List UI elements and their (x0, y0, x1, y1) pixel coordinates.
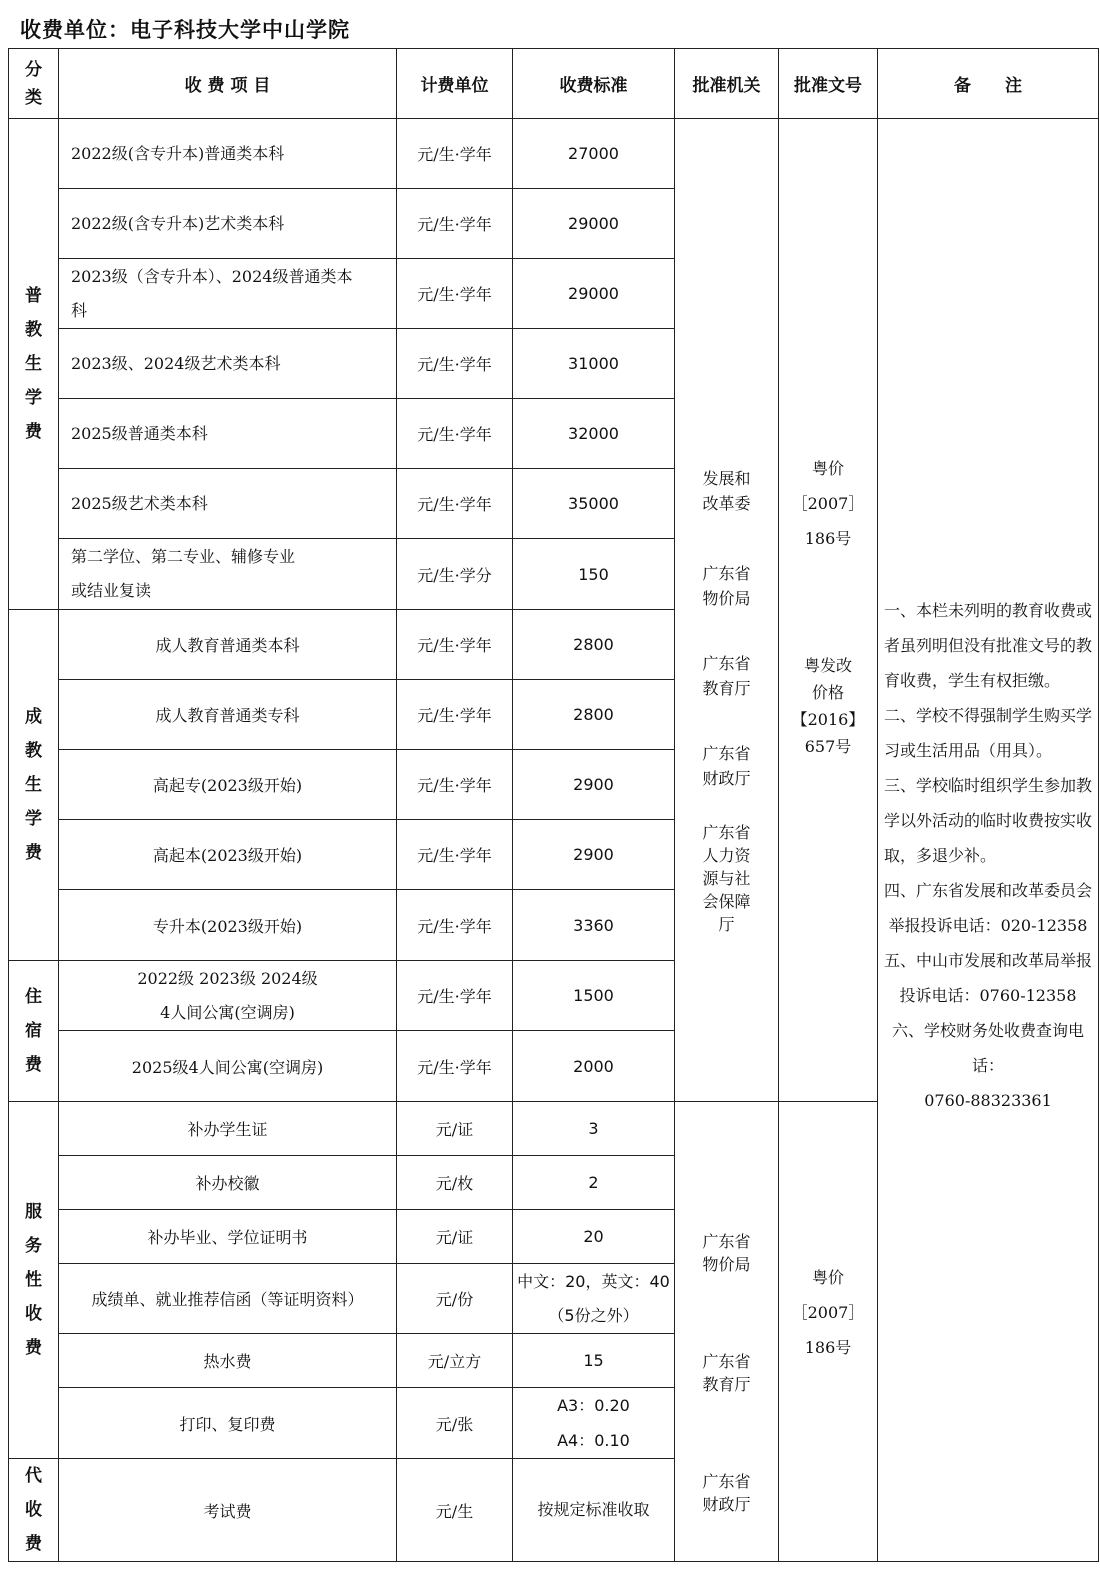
header-doc-no: 批准文号 (779, 49, 878, 119)
standard-cell: 1500 (513, 961, 675, 1031)
item-cell: 成人教育普通类本科 (59, 610, 397, 680)
standard-cell: 2900 (513, 750, 675, 820)
standard-cell: 按规定标准收取 (513, 1459, 675, 1562)
category-agency: 代 收 费 (9, 1459, 59, 1562)
item-cell: 补办校徽 (59, 1156, 397, 1210)
category-general: 普 教 生 学 费 (9, 119, 59, 610)
item-cell: 2022级(含专升本)艺术类本科 (59, 189, 397, 259)
item-cell: 2022级(含专升本)普通类本科 (59, 119, 397, 189)
authority-education-dept: 广东省 教育厅 (702, 654, 751, 698)
header-category: 分类 (9, 49, 59, 119)
page-title: 收费单位：电子科技大学中山学院 (20, 17, 350, 42)
item-cell: 热水费 (59, 1334, 397, 1388)
unit-cell: 元/证 (397, 1102, 513, 1156)
standard-cell: 2900 (513, 820, 675, 890)
unit-cell: 元/证 (397, 1210, 513, 1264)
authority-bottom (675, 1102, 779, 1562)
authority-price-bureau-2: 广东省 物价局 (702, 1231, 751, 1274)
item-cell: 第二学位、第二专业、辅修专业 或结业复读 (59, 539, 397, 610)
item-cell: 2025级4人间公寓(空调房) (59, 1031, 397, 1102)
standard-cell: A3：0.20 A4：0.10 (513, 1388, 675, 1459)
item-cell: 2023级（含专升本）、2024级普通类本 科 (59, 259, 397, 329)
standard-cell: 15 (513, 1334, 675, 1388)
item-cell: 2022级 2023级 2024级 4人间公寓(空调房) (59, 961, 397, 1031)
unit-cell: 元/生·学年 (397, 820, 513, 890)
standard-cell: 29000 (513, 189, 675, 259)
unit-cell: 元/生·学年 (397, 890, 513, 961)
item-cell: 成人教育普通类专科 (59, 680, 397, 750)
doc-no-2007: 粤价 ［2007］ 186号 (791, 459, 865, 548)
item-cell: 2025级艺术类本科 (59, 469, 397, 539)
unit-cell: 元/生·学年 (397, 610, 513, 680)
unit-cell: 元/生·学年 (397, 750, 513, 820)
header-item: 收 费 项 目 (59, 49, 397, 119)
authority-finance-dept-2: 广东省 财政厅 (702, 1471, 751, 1514)
item-cell: 补办毕业、学位证明书 (59, 1210, 397, 1264)
doc-no-bottom: 粤价 ［2007］ 186号 (779, 1102, 878, 1562)
standard-cell: 2800 (513, 610, 675, 680)
unit-cell: 元/枚 (397, 1156, 513, 1210)
item-cell: 专升本(2023级开始) (59, 890, 397, 961)
standard-cell: 2800 (513, 680, 675, 750)
standard-cell: 31000 (513, 329, 675, 399)
unit-cell: 元/生·学年 (397, 1031, 513, 1102)
standard-cell: 2 (513, 1156, 675, 1210)
standard-cell: 2000 (513, 1031, 675, 1102)
unit-cell: 元/生·学年 (397, 189, 513, 259)
doc-no-top (779, 119, 878, 1102)
unit-cell: 元/生·学年 (397, 961, 513, 1031)
category-service: 服 务 性 收 费 (9, 1102, 59, 1459)
item-cell: 高起本(2023级开始) (59, 820, 397, 890)
standard-cell: 27000 (513, 119, 675, 189)
standard-cell: 35000 (513, 469, 675, 539)
standard-cell: 150 (513, 539, 675, 610)
table-row (9, 119, 1099, 189)
authority-ndrc: 发展和 改革委 (702, 469, 751, 513)
unit-cell: 元/生·学年 (397, 469, 513, 539)
doc-no-2016: 粤发改 价格 【2016】 657号 (791, 656, 865, 756)
item-cell: 补办学生证 (59, 1102, 397, 1156)
item-cell: 高起专(2023级开始) (59, 750, 397, 820)
authority-top (675, 119, 779, 1102)
header-row (9, 49, 1099, 119)
unit-cell: 元/生·学分 (397, 539, 513, 610)
standard-cell: 3 (513, 1102, 675, 1156)
standard-cell: 中文：20，英文：40 （5份之外） (513, 1264, 675, 1334)
unit-cell: 元/生·学年 (397, 329, 513, 399)
header-remarks: 备 注 (878, 49, 1099, 119)
header-unit: 计费单位 (397, 49, 513, 119)
authority-education-dept-2: 广东省 教育厅 (702, 1351, 751, 1394)
unit-cell: 元/生·学年 (397, 259, 513, 329)
item-cell: 考试费 (59, 1459, 397, 1562)
unit-cell: 元/生·学年 (397, 399, 513, 469)
standard-cell: 3360 (513, 890, 675, 961)
fee-table (8, 48, 1099, 1562)
standard-cell: 32000 (513, 399, 675, 469)
standard-cell: 20 (513, 1210, 675, 1264)
unit-cell: 元/立方 (397, 1334, 513, 1388)
unit-cell: 元/生·学年 (397, 680, 513, 750)
unit-cell: 元/生 (397, 1459, 513, 1562)
authority-finance-dept: 广东省 财政厅 (702, 744, 751, 788)
remarks-cell: 一、本栏未列明的教育收费或者虽列明但没有批准文号的教育收费，学生有权拒缴。 二、学校不得强制学生购买学习或生活用品（用具）。 三、学校临时组织学生参加教学以外活动的临时收费按实收取，多退少补。 四、广东省发展和改革委员会举报投诉电话：020-12358 五、中山市发展和改革局举报投诉电话：0760-12358 六、学校财务处收费查询电话： 0760-88323361 (878, 119, 1099, 1562)
unit-cell: 元/份 (397, 1264, 513, 1334)
unit-cell: 元/张 (397, 1388, 513, 1459)
header-authority: 批准机关 (675, 49, 779, 119)
authority-price-bureau: 广东省 物价局 (702, 564, 751, 608)
authority-hr-dept: 广东省 人力资 源与社 会保障 厅 (702, 823, 751, 934)
item-cell: 2023级、2024级艺术类本科 (59, 329, 397, 399)
category-adult: 成 教 生 学 费 (9, 610, 59, 961)
item-cell: 成绩单、就业推荐信函（等证明资料） (59, 1264, 397, 1334)
item-cell: 打印、复印费 (59, 1388, 397, 1459)
category-housing: 住 宿 费 (9, 961, 59, 1102)
item-cell: 2025级普通类本科 (59, 399, 397, 469)
header-standard: 收费标准 (513, 49, 675, 119)
standard-cell: 29000 (513, 259, 675, 329)
unit-cell: 元/生·学年 (397, 119, 513, 189)
